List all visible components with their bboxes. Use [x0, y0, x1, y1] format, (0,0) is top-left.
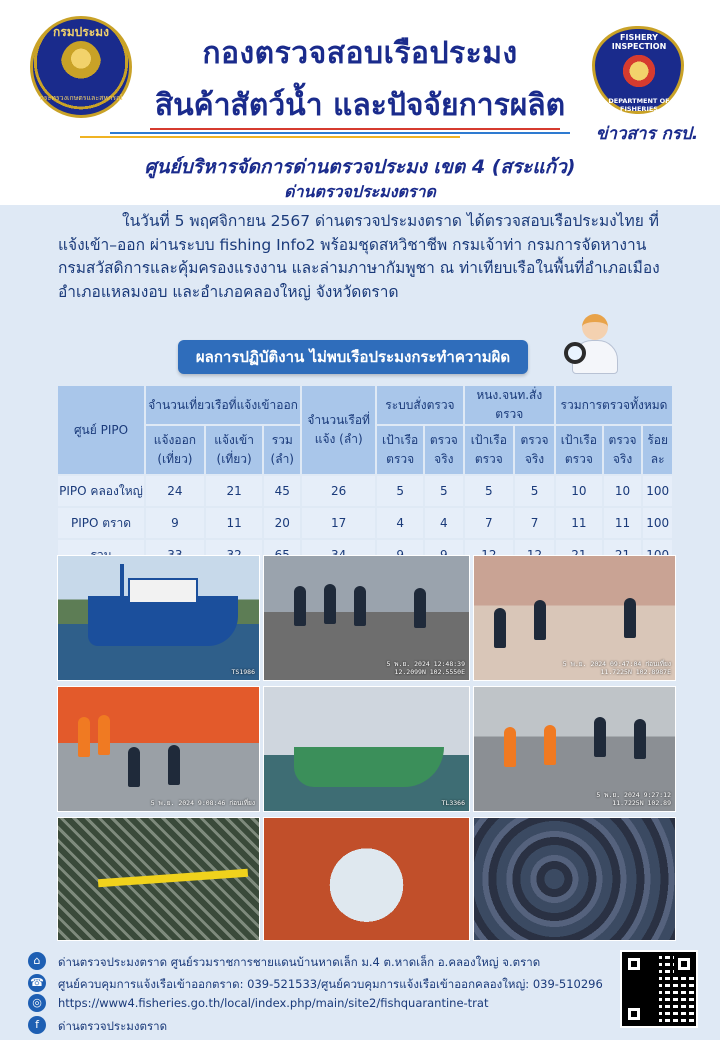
photo-inspection-team: [263, 555, 470, 681]
col-header-out: แจ้งออก (เที่ยว): [146, 426, 204, 474]
results-table: [56, 384, 674, 572]
boat-registration: TL3366: [441, 799, 465, 807]
row-name: PIPO ตราด: [58, 508, 144, 538]
col-group-trips: จำนวนเที่ยวเรือที่แจ้งเข้าออก: [146, 386, 300, 424]
cell-in: 21: [206, 476, 263, 506]
qr-code: [620, 950, 698, 1028]
cell-out: 24: [146, 476, 204, 506]
col-header-head-target: เป้าเรือตรวจ: [465, 426, 513, 474]
divider-yellow: [80, 136, 460, 138]
cell-head-actual: 5: [515, 476, 554, 506]
col-header-head-actual: ตรวจจริง: [515, 426, 554, 474]
header: [0, 0, 720, 205]
logo-right-bottom-text: DEPARTMENT OF FISHERIES: [608, 97, 670, 113]
col-header-boats: จำนวนเรือที่แจ้ง (ลำ): [302, 386, 375, 474]
photo-timestamp: 5 พ.ย. 2024 09:47:04 ก่อนเที่ยง 11.7225N 102.8987E: [562, 660, 671, 676]
row-name: PIPO คลองใหญ่: [58, 476, 144, 506]
photo-green-boat: [263, 686, 470, 812]
col-header-tot-actual: ตรวจจริง: [604, 426, 642, 474]
website-link[interactable]: https://www4.fisheries.go.th/local/index.php/main/site2/fishquarantine-trat: [58, 996, 489, 1010]
photo-crew-interview: [473, 686, 676, 812]
cell-sys-actual: 4: [425, 508, 463, 538]
cell-boats: 17: [302, 508, 375, 538]
photo-crab-catch: [473, 817, 676, 941]
report-text: ในวันที่ 5 พฤศจิกายน 2567 ด่านตรวจประมงตราด ได้ตรวจสอบเรือประมงไทย ที่แจ้งเข้า–ออก ผ่านระบบ fishing Info2 พร้อมชุดสหวิชาชีพ กรมเจ้าท่า กรมการจัดหางาน กรมสวัสดิการและคุ้มครองแรงงาน และล่ามภาษากัมพูชา ณ ท่าเทียบเรือในพื้นที่อำเภอเมือง อำเภอแหลมงอบ และอำเภอคลองใหญ่ จังหวัดตราด: [58, 212, 660, 301]
logo-emblem: [61, 41, 101, 85]
col-header-pipo: ศูนย์ PIPO: [58, 386, 144, 474]
department-of-fisheries-logo: [30, 16, 132, 118]
col-header-sum: รวม (ลำ): [264, 426, 300, 474]
col-group-head: หนง.จนท.สั่งตรวจ: [465, 386, 554, 424]
cell-sys-target: 4: [377, 508, 423, 538]
cell-in: 11: [206, 508, 263, 538]
boat-registration: TS1986: [231, 668, 255, 676]
col-header-in: แจ้งเข้า (เที่ยว): [206, 426, 263, 474]
cell-out: 9: [146, 508, 204, 538]
divider-red: [150, 128, 560, 130]
photo-document-check: [473, 555, 676, 681]
inspection-shield: [592, 26, 684, 114]
globe-icon: ◎: [28, 994, 46, 1012]
page-title-line2: สินค้าสัตว์น้ำ และปัจจัยการผลิต: [154, 88, 566, 123]
shield-emblem: [621, 51, 657, 91]
divider-blue: [110, 132, 570, 134]
measuring-tape: [98, 869, 248, 887]
cell-percent: 100: [643, 476, 672, 506]
cell-tot-actual: 10: [604, 476, 642, 506]
checkpoint-name: ด่านตรวจประมงตราด: [284, 182, 436, 201]
photo-net-measurement: [57, 817, 260, 941]
cell-sum: 45: [264, 476, 300, 506]
photo-timestamp: 5 พ.ย. 2024 12:48:39 12.2099N 102.5550E: [386, 660, 465, 676]
report-paragraph: [58, 210, 676, 304]
table-row: [58, 476, 672, 506]
facebook-icon: f: [28, 1016, 46, 1034]
page-title-line1: กองตรวจสอบเรือประมง: [202, 36, 518, 71]
col-header-percent: ร้อยละ: [643, 426, 672, 474]
news-tag: ข่าวสาร กรป.: [595, 124, 699, 144]
col-group-system: ระบบสั่งตรวจ: [377, 386, 462, 424]
facebook-link[interactable]: ด่านตรวจประมงตราด: [58, 1019, 168, 1033]
cell-head-target: 7: [465, 508, 513, 538]
cell-tot-actual: 11: [604, 508, 642, 538]
photo-catch-baskets: [263, 817, 470, 941]
cell-percent: 100: [643, 508, 672, 538]
cell-sys-target: 5: [377, 476, 423, 506]
logo-right-top-text: FISHERY INSPECTION: [611, 33, 667, 51]
col-header-tot-target: เป้าเรือตรวจ: [556, 426, 602, 474]
photo-fishing-boat: [57, 555, 260, 681]
col-header-sys-actual: ตรวจจริง: [425, 426, 463, 474]
cell-sys-actual: 5: [425, 476, 463, 506]
phone-text: ศูนย์ควบคุมการแจ้งเรือเข้าออกตราด: 039-521533/ศูนย์ควบคุมการแจ้งเรือเข้าออกคลองใหญ่: 039-510296: [58, 977, 603, 991]
cell-sum: 20: [264, 508, 300, 538]
logo-left-top-text: กรมประมง: [53, 25, 109, 39]
inspector-illustration: [566, 312, 624, 376]
photo-timestamp: 5 พ.ย. 2024 9:27:12 11.7225N 102.89: [596, 791, 671, 807]
phone-icon: ☎: [28, 974, 46, 992]
cell-head-actual: 7: [515, 508, 554, 538]
cell-tot-target: 10: [556, 476, 602, 506]
section-subtitle: ศูนย์บริหารจัดการด่านตรวจประมง เขต 4 (สระแก้ว): [144, 156, 576, 178]
cell-boats: 26: [302, 476, 375, 506]
photo-timestamp: 5 พ.ย. 2024 9:08:46 ก่อนเที่ยง: [150, 799, 255, 807]
col-header-sys-target: เป้าเรือตรวจ: [377, 426, 423, 474]
photo-crew-muster: [57, 686, 260, 812]
cell-tot-target: 11: [556, 508, 602, 538]
address-text: ด่านตรวจประมงตราด ศูนย์รวมราชการชายแดนบ้านหาดเล็ก ม.4 ต.หาดเล็ก อ.คลองใหญ่ จ.ตราด: [58, 955, 541, 969]
fishery-inspection-logo: [584, 16, 692, 118]
magnifier-icon: [564, 342, 586, 364]
result-banner: ผลการปฏิบัติงาน ไม่พบเรือประมงกระทำความผิด: [178, 340, 528, 374]
cell-head-target: 5: [465, 476, 513, 506]
home-icon: ⌂: [28, 952, 46, 970]
col-group-total: รวมการตรวจทั้งหมด: [556, 386, 672, 424]
table-row: [58, 508, 672, 538]
logo-left-bottom-text: กระทรวงเกษตรและสหกรณ์: [39, 94, 123, 102]
